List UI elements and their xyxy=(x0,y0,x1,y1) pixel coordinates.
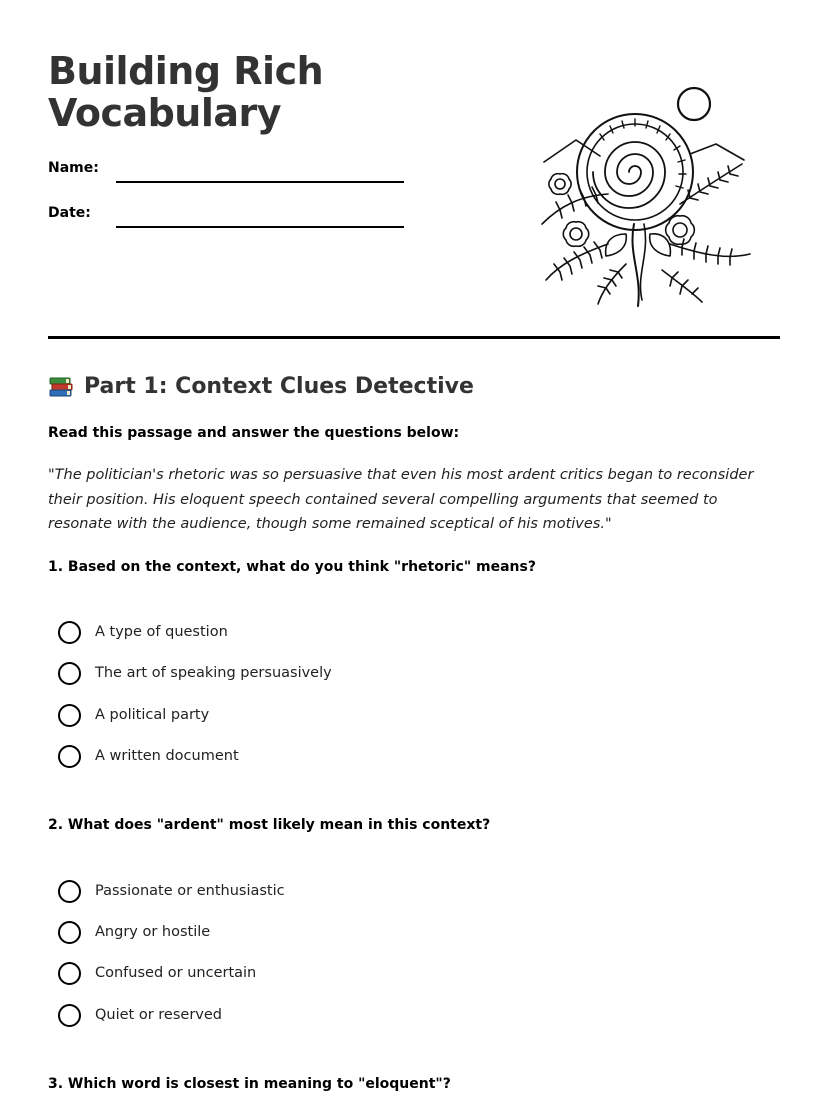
title-line-1: Building Rich xyxy=(48,49,324,93)
name-field[interactable] xyxy=(116,181,404,183)
question-2-option-4[interactable] xyxy=(58,1003,222,1027)
question-2-option-2[interactable] xyxy=(58,920,210,944)
radio-button[interactable] xyxy=(58,621,81,644)
option-label: A written document xyxy=(95,748,239,764)
question-1-option-1[interactable] xyxy=(58,620,228,644)
reading-passage: "The politician's rhetoric was so persuasive that even his most ardent critics began to reconsider their position. His eloquent speech contained several compelling arguments that seemed to resonate with the audience, though some remained sceptical of his motives." xyxy=(48,467,754,532)
question-2-option-3[interactable] xyxy=(58,961,256,985)
option-label: A political party xyxy=(95,707,210,723)
radio-button[interactable] xyxy=(58,962,81,985)
section-divider xyxy=(48,336,780,339)
fern-spiral-illustration xyxy=(530,84,760,310)
radio-button[interactable] xyxy=(58,1004,81,1027)
part-1-heading xyxy=(48,374,474,399)
radio-button[interactable] xyxy=(58,745,81,768)
option-label: Confused or uncertain xyxy=(95,965,257,981)
part-1-heading-text: Part 1: Context Clues Detective xyxy=(84,374,474,399)
question-2-option-1[interactable] xyxy=(58,879,285,903)
question-1-option-3[interactable] xyxy=(58,703,209,727)
radio-button[interactable] xyxy=(58,662,81,685)
radio-button[interactable] xyxy=(58,880,81,903)
passage-instruction: Read this passage and answer the questions below: xyxy=(48,425,460,441)
question-1-option-4[interactable] xyxy=(58,744,239,768)
question-3-prompt: 3. Which word is closest in meaning to "eloquent"? xyxy=(48,1076,451,1092)
date-label: Date: xyxy=(48,205,91,221)
question-1-option-2[interactable] xyxy=(58,661,332,685)
option-label: Quiet or reserved xyxy=(95,1007,222,1023)
name-label: Name: xyxy=(48,160,99,176)
books-icon xyxy=(48,375,74,399)
option-label: Passionate or enthusiastic xyxy=(95,883,285,899)
date-field[interactable] xyxy=(116,226,404,228)
question-1-prompt: 1. Based on the context, what do you think "rhetoric" means? xyxy=(48,559,536,575)
page-title xyxy=(48,50,323,134)
option-label: A type of question xyxy=(95,624,228,640)
option-label: Angry or hostile xyxy=(95,924,211,940)
radio-button[interactable] xyxy=(58,921,81,944)
title-line-2: Vocabulary xyxy=(48,91,282,135)
option-label: The art of speaking persuasively xyxy=(95,665,332,681)
question-2-prompt: 2. What does "ardent" most likely mean in this context? xyxy=(48,817,491,833)
radio-button[interactable] xyxy=(58,704,81,727)
